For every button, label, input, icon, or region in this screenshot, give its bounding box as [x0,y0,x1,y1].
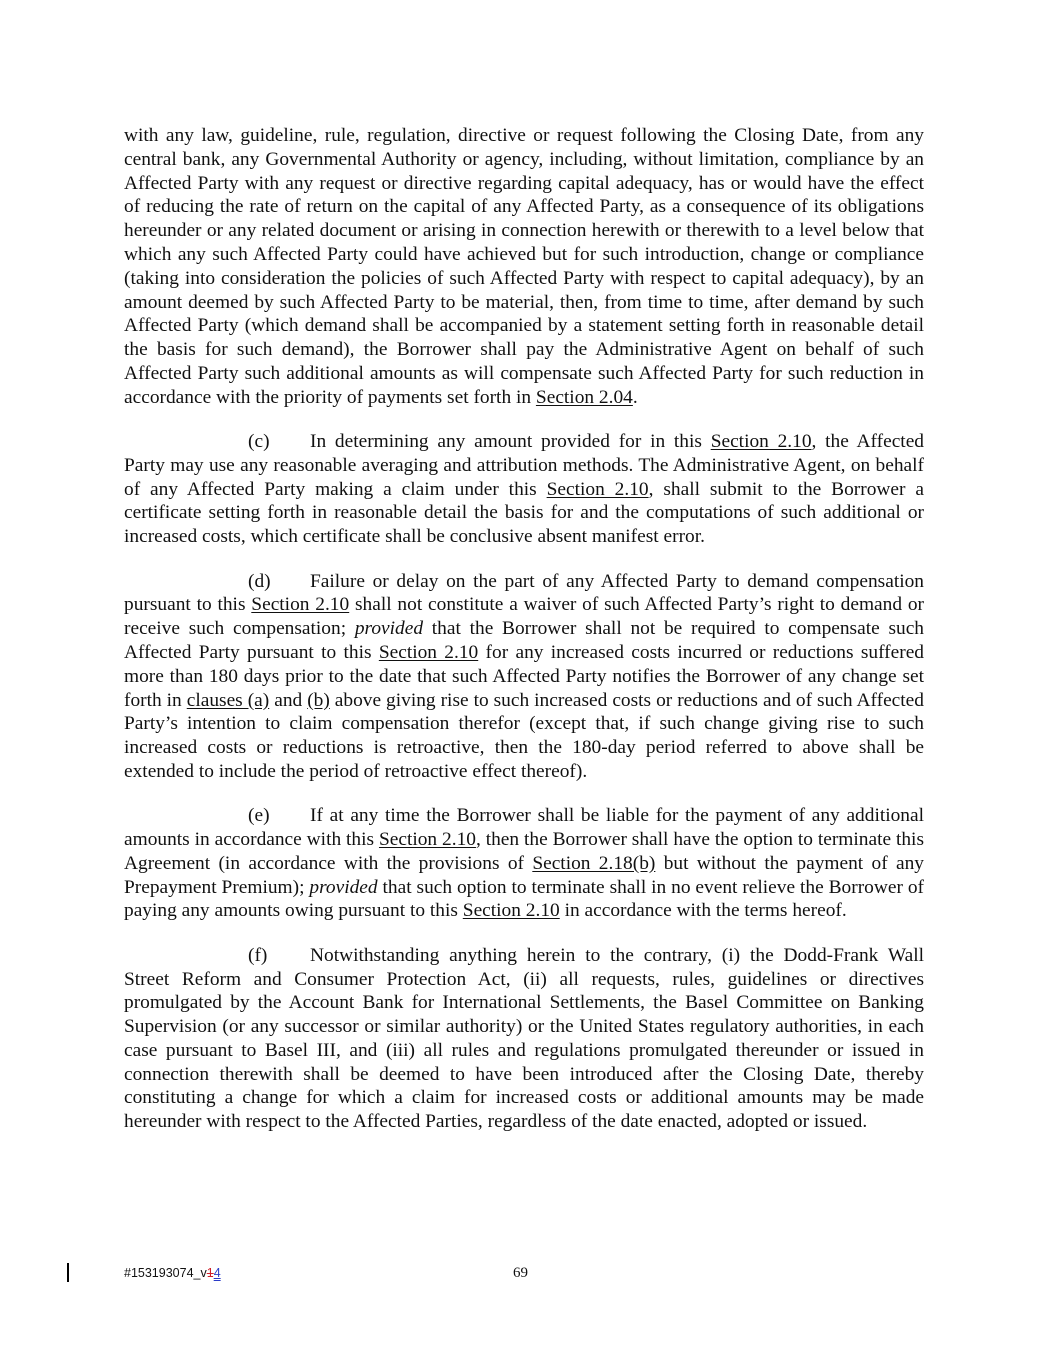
cross-reference: (b) [307,689,330,711]
body-text-run: . [632,386,638,408]
body-text-run: but without the payment of any Prepayment Premium); [124,852,924,898]
page-number: 69 [513,1265,528,1281]
cross-reference: Section 2.10 [251,594,350,616]
clause-label: (f) [248,944,268,966]
paragraph-d [124,570,924,784]
version-deleted: 1 [206,1266,214,1280]
body-text-run: shall not constitute a waiver of such Affected Party’s right to demand or receive such compensation; [124,594,925,640]
body-text-run: that such option to terminate shall in no event relieve the Borrower of paying any amounts owing pursuant to this [124,876,924,922]
cross-reference: Section 2.10 [546,478,649,500]
body-text-run: above giving rise to such increased costs or reductions and of such Affected Party’s intention to claim compensation therefor (except that, if such change giving rise to such increased costs or reductions is retroactive, then the 180-day period referred to above shall be extended to include the period of retroactive effect thereof). [124,689,924,782]
document-id [124,1266,221,1280]
paragraph-c [124,430,924,549]
body-text-run: , the Affected Party may use any reasonable averaging and attribution methods. The Administrative Agent, on behalf of any Affected Party making a claim under this [124,431,924,500]
emphasis-text: provided [354,618,424,640]
cross-reference: Section 2.04 [535,386,633,408]
cross-reference: Section 2.10 [378,641,479,663]
body-text-run: in accordance with the terms hereof. [559,900,847,922]
clause-label: (e) [248,805,270,827]
body-text-run: If at any time the Borrower shall be liable for the payment of any additional amounts in accordance with this [124,805,924,851]
paragraph-continued [124,124,924,410]
paragraph-e [124,804,924,923]
body-text-run: , then the Borrower shall have the option to terminate this Agreement (in accordance with the provisions of [124,829,924,874]
cross-reference: Section 2.10 [378,829,476,851]
body-text-run: and [269,689,308,711]
clause-label: (d) [248,570,271,592]
cross-reference: Section 2.10 [462,900,560,922]
body-text-run: , shall submit to the Borrower a certificate setting forth in reasonable detail the basis for and the computations of such additional or increased costs, which certificate shall be conclusive absent manifest error. [124,478,924,548]
cross-reference: Section 2.18(b) [532,852,656,874]
body-text-run: Failure or delay on the part of any Affected Party to demand compensation pursuant to this [124,570,924,616]
document-body [124,124,924,1155]
emphasis-text: provided [309,876,378,898]
version-inserted: 4 [213,1266,221,1280]
cross-reference: Section 2.10 [710,431,812,453]
paragraph-f [124,944,924,1134]
revision-change-bar [67,1263,69,1282]
body-text-run: with any law, guideline, rule, regulation, directive or request following the Closing Date, from any central bank, any Governmental Authority or agency, including, without limitation, compliance by an Affected Party with any request or directive regarding capital adequacy, has or would have the effect of reducing the rate of return on the capital of any Affected Party, as a consequence of its obligations hereunder or any related document or arising in connection herewith or therewith to a level below that which any such Affected Party could have achieved but for such introduction, change or compliance (taking into consideration the policies of such Affected Party with respect to capital adequacy), by an amount deemed by such Affected Party to be material, then, from time to time, after demand by such Affected Party (which demand shall be accompanied by a statement setting forth in reasonable detail the basis for such demand), the Borrower shall pay the Administrative Agent on behalf of such Affected Party such additional amounts as will compensate such Affected Party for such reduction in accordance with the priority of payments set forth in [124,125,924,408]
body-text-run: that the Borrower shall not be required to compensate such Affected Party pursuant to this [124,618,924,663]
clause-label: (c) [248,431,270,453]
cross-reference: clauses (a) [186,689,270,711]
body-text-run: for any increased costs incurred or reductions suffered more than 180 days prior to the date that such Affected Party notifies the Borrower of any change set forth in [124,641,924,711]
body-text-run: In determining any amount provided for in this [310,431,711,453]
doc-id-prefix: #153193074_v [124,1266,207,1280]
body-text-run: Notwithstanding anything herein to the contrary, (i) the Dodd-Frank Wall Street Reform and Consumer Protection Act, (ii) all requests, rules, guidelines or directives promulgated by the Account Bank for International Settlements, the Basel Committee on Banking Supervision (or any successor or similar authority) or the United States regulatory authorities, in each case pursuant to Basel III, and (iii) all rules and regulations promulgated thereunder or issued in connection therewith shall be deemed to have been introduced after the Closing Date, thereby constituting a change for which a claim for increased costs or additional amounts may be made hereunder with respect to the Affected Parties, regardless of the date enacted, adopted or issued. [124,944,924,1133]
